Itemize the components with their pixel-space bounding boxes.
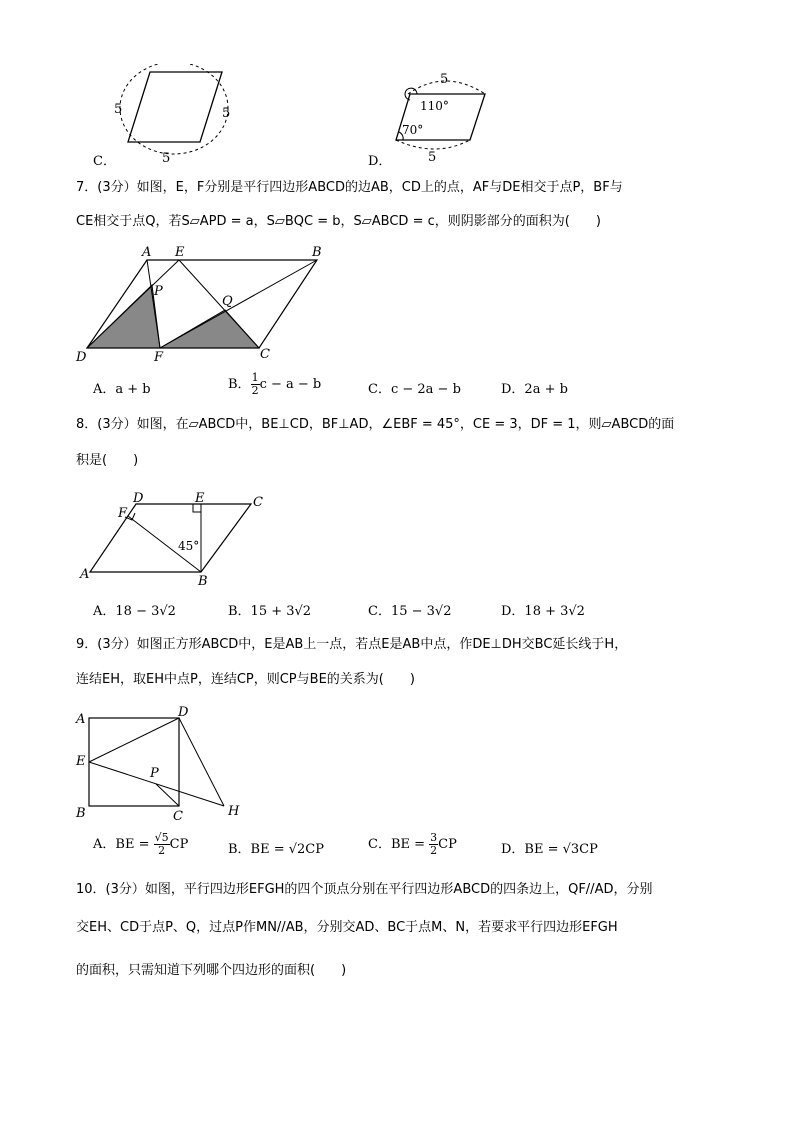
q10-stem-line1: 10．(3分）如图，平行四边形EFGH的四个顶点分别在平行四边形ABCD的四条边上，QF//AD，分别 [76,882,653,897]
q8-label-d: D [133,491,144,506]
q7-stem-line1: 7．(3分）如图，E，F分别是平行四边形ABCD的边AB，CD上的点，AF与DE相交于点P，BF与 [76,180,623,195]
q9-label-b: B [76,806,86,821]
q9-option-c-prefix: C．BE = [368,837,426,852]
q10-stem-line2: 交EH、CD于点P、Q，过点P作MN//AB，分别交AD、BC于点M、N，若要求平行四边形EFGH [76,920,618,935]
q8-label-e: E [195,491,205,506]
q8-stem-line1: 8．(3分）如图，在▱ABCD中，BE⊥CD，BF⊥AD，∠EBF = 45°，CE = 3，DF = 1，则▱ABCD的面 [76,417,675,432]
q8-label-angle: 45° [178,539,200,553]
q7-label-a: A [142,245,152,260]
q8-label-b: B [198,574,208,588]
q9-label-a: A [76,712,86,727]
fig-d-angle-110: 110° [420,99,449,113]
fig-d-top: 5 [440,72,449,87]
q9-option-c-num: 3 [430,831,438,844]
fig-c-side-left: 5 [114,102,123,117]
q7-label-f: F [154,350,164,365]
q9-label-e: E [76,754,86,769]
q8-option-a: A．18 − 3√2 [93,604,176,619]
q9-label-c: C [173,809,183,823]
q9-option-b: B．BE = √2CP [228,842,325,857]
q7-option-b-num: 1 [251,371,259,384]
q7-option-b-rest: c − a − b [259,377,322,392]
q9-option-a-den: 2 [158,844,166,857]
q8-option-b: B．15 + 3√2 [228,604,312,619]
q9-stem-line2: 连结EH，取EH中点P，连结CP，则CP与BE的关系为( ) [76,672,415,687]
q8-option-c: C．15 − 3√2 [368,604,452,619]
q9-option-c [368,832,457,857]
option-d-label: D． [368,154,392,169]
q8-option-d: D．18 + 3√2 [501,604,585,619]
option-c-label: C． [93,154,116,169]
q7-option-b [228,372,321,397]
q7-label-e: E [175,245,185,260]
q9-option-c-post: CP [438,837,457,852]
fig-c-side-right: 5 [222,106,231,121]
q7-label-p: P [154,284,163,299]
q9-stem-line1: 9．(3分）如图正方形ABCD中，E是AB上一点，若点E是AB中点，作DE⊥DH交BC延长线于H， [76,637,628,652]
q9-option-a-prefix: A．BE = [93,837,150,852]
q9-option-c-den: 2 [430,844,438,857]
fig-c-side-bottom: 5 [162,151,171,164]
option-d-figure [390,70,510,165]
q9-figure [72,703,252,823]
q7-figure [72,240,342,365]
q7-label-q: Q [222,294,233,309]
q8-label-c: C [253,495,263,510]
q7-option-d: D．2a + b [501,382,568,397]
q7-option-a: A．a + b [93,382,151,397]
fig-d-bottom: 5 [428,150,437,165]
q8-figure [76,488,276,588]
q8-stem-line2: 积是( ) [76,453,139,468]
q9-label-p: P [150,766,159,781]
q9-label-h: H [228,804,240,819]
q7-label-c: C [260,347,270,362]
q7-option-c: C．c − 2a − b [368,382,461,397]
q9-label-d: D [178,705,189,720]
q7-option-b-den: 2 [251,384,259,397]
q7-stem-line2: CE相交于点Q，若S▱APD = a，S▱BQC = b，S▱ABCD = c，则阴影部分的面积为( ) [76,214,601,229]
option-c-figure [110,64,250,164]
q7-label-d: D [76,350,87,365]
q8-label-f: F [118,506,128,521]
fig-d-angle-70: 70° [402,123,424,137]
q10-stem-line3: 的面积，只需知道下列哪个四边形的面积( ) [76,963,347,978]
q9-option-a-post: CP [169,837,189,852]
q9-option-a-num: √5 [154,831,169,844]
q7-label-b: B [312,245,322,260]
q7-option-b-prefix: B． [228,377,251,392]
q9-option-a [93,832,188,857]
q9-option-d: D．BE = √3CP [501,842,598,857]
q8-label-a: A [80,567,90,582]
